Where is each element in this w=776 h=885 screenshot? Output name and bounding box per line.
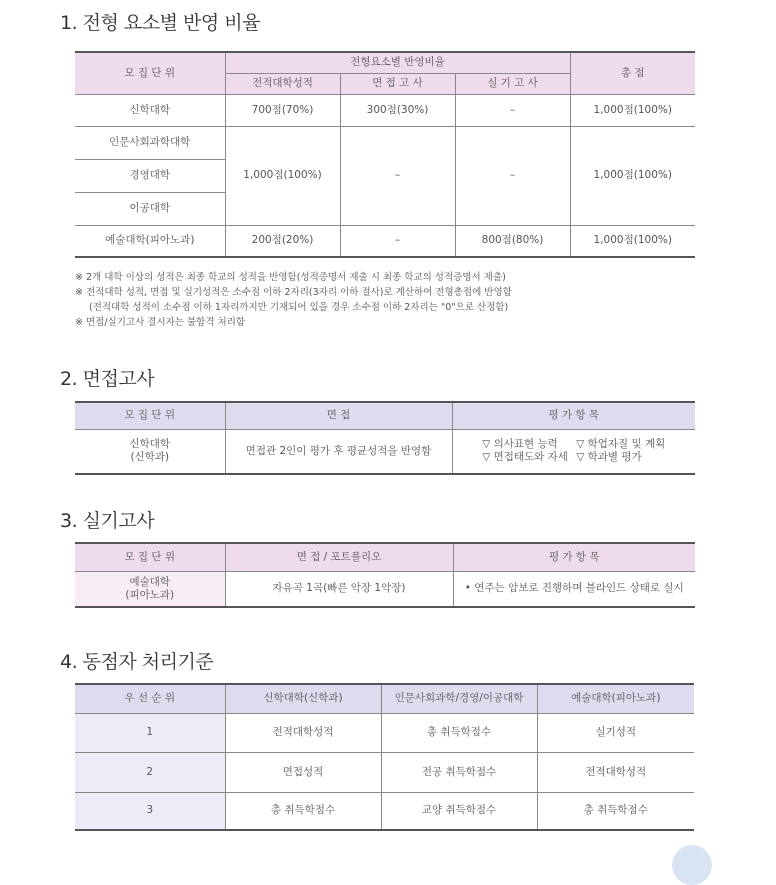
cell: – — [455, 126, 570, 225]
section-title-tiebreak: 4. 동점자 처리기준 — [60, 651, 214, 673]
eval-item: ▽ 면접태도와 자세 — [482, 451, 568, 464]
cell: 교양 취득학점수 — [381, 792, 537, 830]
cell-priority: 2 — [75, 752, 225, 792]
table-row — [75, 126, 695, 159]
unit-name: 신학대학 — [129, 438, 171, 451]
practical-table — [75, 542, 695, 608]
cell: 200점(20%) — [225, 225, 340, 257]
cell: 총 취득학점수 — [381, 713, 537, 752]
header-unit: 모 집 단 위 — [75, 402, 225, 429]
note-line: ※ 전적대학 성적, 면접 및 실기성적은 소수점 이하 2자리(3자리 이하 절사)로 계산하여 전형총점에 반영함 — [75, 287, 512, 298]
cell: 전공 취득학점수 — [381, 752, 537, 792]
table-row — [75, 792, 694, 830]
cell-unit: 신학대학 — [75, 94, 225, 126]
cell: 800점(80%) — [455, 225, 570, 257]
unit-dept: (신학과) — [130, 451, 170, 464]
cell: 전적대학성적 — [225, 713, 381, 752]
cell: – — [340, 225, 455, 257]
cell: 전적대학성적 — [537, 752, 694, 792]
section-title-practical: 3. 실기고사 — [60, 510, 155, 532]
header-humanities: 인문사회과학/경영/이공대학 — [381, 684, 537, 713]
header-priority: 우 선 순 위 — [75, 684, 225, 713]
cell: 1,000점(100%) — [570, 126, 695, 225]
cell-unit: 경영대학 — [75, 159, 225, 192]
section-title-ratio: 1. 전형 요소별 반영 비율 — [60, 12, 260, 34]
header-portfolio: 면 접 / 포트폴리오 — [225, 543, 453, 571]
header-prev-grade: 전적대학성적 — [225, 73, 340, 94]
notes — [75, 270, 512, 330]
table-row — [75, 713, 694, 752]
cell-unit: 이공대학 — [75, 192, 225, 225]
header-unit: 모 집 단 위 — [75, 543, 225, 571]
cell: 총 취득학점수 — [537, 792, 694, 830]
cell: 1,000점(100%) — [570, 94, 695, 126]
note-line: ※ 2개 대학 이상의 성적은 최종 학교의 성적을 반영함(성적증명서 제출 시 최종 학교의 성적증명서 제출) — [75, 272, 506, 283]
cell-unit: 예술대학(피아노과) — [75, 225, 225, 257]
table-row — [75, 225, 695, 257]
cell: 면접관 2인이 평가 후 평균성적을 반영함 — [225, 429, 452, 474]
table-row — [75, 752, 694, 792]
header-sinhak: 신학대학(신학과) — [225, 684, 381, 713]
header-eval: 평 가 항 목 — [452, 402, 695, 429]
section-title-interview: 2. 면접고사 — [60, 368, 155, 390]
header-interview: 면 접 — [225, 402, 452, 429]
table-row — [75, 571, 695, 607]
cell: 면접성적 — [225, 752, 381, 792]
note-line: (전적대학 성적이 소수점 이하 1자리까지만 기재되어 있을 경우 소수점 이하 2자리는 "0"으로 산정함) — [89, 302, 509, 313]
header-unit: 모 집 단 위 — [75, 52, 225, 94]
header-practical: 실 기 고 사 — [455, 73, 570, 94]
cell: 1,000점(100%) — [225, 126, 340, 225]
header-eval: 평 가 항 목 — [453, 543, 695, 571]
cell-priority: 1 — [75, 713, 225, 752]
interview-table — [75, 401, 695, 475]
ratio-table — [75, 51, 695, 258]
cell-unit — [75, 571, 225, 607]
header-interview: 면 접 고 사 — [340, 73, 455, 94]
cell: 700점(70%) — [225, 94, 340, 126]
cell: 자유곡 1곡(빠른 악장 1악장) — [225, 571, 453, 607]
eval-item: ▽ 의사표현 능력 — [482, 438, 558, 451]
cell: – — [455, 94, 570, 126]
eval-item: ▽ 학업자질 및 계획 — [576, 438, 666, 451]
unit-dept: (피아노과) — [125, 588, 175, 601]
cell: 총 취득학점수 — [225, 792, 381, 830]
header-total: 총 점 — [570, 52, 695, 94]
cell-eval: • 연주는 암보로 진행하며 블라인드 상태로 실시 — [453, 571, 695, 607]
header-art: 예술대학(피아노과) — [537, 684, 694, 713]
table-row — [75, 94, 695, 126]
tiebreak-table — [75, 683, 694, 831]
cell: 300점(30%) — [340, 94, 455, 126]
cell: 실기성적 — [537, 713, 694, 752]
eval-item: ▽ 학과별 평가 — [576, 451, 642, 464]
cell-eval — [452, 429, 695, 474]
scroll-top-button-partial[interactable] — [672, 845, 712, 885]
cell-priority: 3 — [75, 792, 225, 830]
cell: 1,000점(100%) — [570, 225, 695, 257]
cell-unit — [75, 429, 225, 474]
note-line: ※ 면접/실기고사 결시자는 불합격 처리함 — [75, 317, 246, 328]
unit-name: 예술대학 — [129, 575, 171, 588]
cell: – — [340, 126, 455, 225]
cell-unit: 인문사회과학대학 — [75, 126, 225, 159]
header-ratio-group: 전형요소별 반영비율 — [225, 52, 570, 73]
table-row — [75, 429, 695, 474]
